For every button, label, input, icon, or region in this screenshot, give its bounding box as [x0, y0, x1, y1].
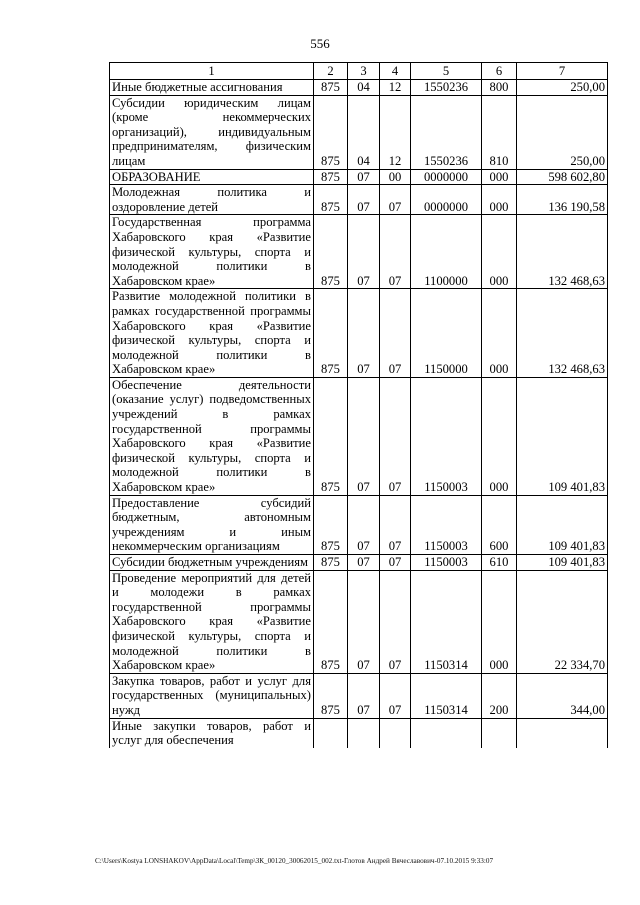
cell-section: 07 — [348, 673, 380, 718]
cell-target-article: 0000000 — [411, 169, 482, 185]
cell-target-article: 1150314 — [411, 570, 482, 673]
cell-amount: 132 468,63 — [517, 215, 608, 289]
table-body — [110, 80, 608, 748]
cell-amount: 344,00 — [517, 673, 608, 718]
cell-expense-type: 810 — [482, 95, 517, 169]
header-col-2: 2 — [314, 63, 348, 80]
cell-target-article: 1550236 — [411, 95, 482, 169]
table-row — [110, 495, 608, 554]
cell-name: ОБРАЗОВАНИЕ — [110, 169, 314, 185]
table-row — [110, 718, 608, 748]
cell-ministry: 875 — [314, 169, 348, 185]
cell-subsection: 07 — [380, 215, 411, 289]
cell-ministry: 875 — [314, 495, 348, 554]
cell-subsection: 07 — [380, 673, 411, 718]
cell-subsection: 12 — [380, 95, 411, 169]
cell-target-article: 1150003 — [411, 555, 482, 571]
cell-target-article: 1150003 — [411, 495, 482, 554]
budget-table — [109, 62, 608, 748]
cell-subsection: 07 — [380, 185, 411, 215]
cell-subsection: 07 — [380, 377, 411, 495]
cell-expense-type: 610 — [482, 555, 517, 571]
table-header-row — [110, 63, 608, 80]
cell-name: Иные закупки товаров, работ и услуг для обеспечения — [110, 718, 314, 748]
cell-amount — [517, 718, 608, 748]
cell-amount: 109 401,83 — [517, 377, 608, 495]
table-row — [110, 289, 608, 378]
cell-ministry: 875 — [314, 377, 348, 495]
cell-ministry: 875 — [314, 289, 348, 378]
cell-name: Иные бюджетные ассигнования — [110, 80, 314, 96]
cell-expense-type: 000 — [482, 289, 517, 378]
cell-subsection: 00 — [380, 169, 411, 185]
table-row — [110, 80, 608, 96]
cell-ministry: 875 — [314, 95, 348, 169]
cell-section: 07 — [348, 377, 380, 495]
cell-target-article: 1150314 — [411, 673, 482, 718]
table-row — [110, 673, 608, 718]
cell-target-article: 1150000 — [411, 289, 482, 378]
cell-section: 04 — [348, 80, 380, 96]
cell-section: 07 — [348, 185, 380, 215]
header-col-6: 6 — [482, 63, 517, 80]
cell-ministry: 875 — [314, 555, 348, 571]
cell-subsection: 07 — [380, 495, 411, 554]
cell-expense-type: 000 — [482, 185, 517, 215]
table-row — [110, 185, 608, 215]
cell-amount: 22 334,70 — [517, 570, 608, 673]
cell-name: Предоставление субсидий бюджетным, автономным учреждениям и иным некоммерческим организациям — [110, 495, 314, 554]
cell-expense-type: 800 — [482, 80, 517, 96]
cell-target-article: 1550236 — [411, 80, 482, 96]
table-row — [110, 570, 608, 673]
cell-subsection — [380, 718, 411, 748]
cell-name: Развитие молодежной политики в рамках государственной программы Хабаровского края «Развитие физической культуры, спорта и молодежной политики в Хабаровском крае» — [110, 289, 314, 378]
cell-ministry: 875 — [314, 185, 348, 215]
cell-section: 04 — [348, 95, 380, 169]
header-col-3: 3 — [348, 63, 380, 80]
cell-ministry — [314, 718, 348, 748]
cell-name: Закупка товаров, работ и услуг для государственных (муниципальных) нужд — [110, 673, 314, 718]
cell-target-article — [411, 718, 482, 748]
cell-subsection: 12 — [380, 80, 411, 96]
cell-section: 07 — [348, 169, 380, 185]
table-row — [110, 215, 608, 289]
cell-ministry: 875 — [314, 570, 348, 673]
cell-ministry: 875 — [314, 80, 348, 96]
cell-expense-type — [482, 718, 517, 748]
cell-target-article: 0000000 — [411, 185, 482, 215]
header-col-7: 7 — [517, 63, 608, 80]
cell-section: 07 — [348, 215, 380, 289]
cell-name: Государственная программа Хабаровского края «Развитие физической культуры, спорта и молодежной политики в Хабаровском крае» — [110, 215, 314, 289]
cell-section: 07 — [348, 495, 380, 554]
cell-subsection: 07 — [380, 289, 411, 378]
cell-amount: 132 468,63 — [517, 289, 608, 378]
cell-amount: 598 602,80 — [517, 169, 608, 185]
cell-subsection: 07 — [380, 570, 411, 673]
cell-ministry: 875 — [314, 215, 348, 289]
cell-target-article: 1100000 — [411, 215, 482, 289]
cell-name: Субсидии юридическим лицам (кроме некоммерческих организаций), индивидуальным предпринимателям, физическим лицам — [110, 95, 314, 169]
cell-section: 07 — [348, 289, 380, 378]
cell-ministry: 875 — [314, 673, 348, 718]
cell-expense-type: 600 — [482, 495, 517, 554]
cell-name: Субсидии бюджетным учреждениям — [110, 555, 314, 571]
cell-name: Обеспечение деятельности (оказание услуг) подведомственных учреждений в рамках государственной программы Хабаровского края «Развитие физической культуры, спорта и молодежной политики в Хабаровском крае» — [110, 377, 314, 495]
table-row — [110, 377, 608, 495]
cell-section: 07 — [348, 555, 380, 571]
page-number: 556 — [310, 36, 330, 51]
cell-amount: 250,00 — [517, 80, 608, 96]
file-path-footer: C:\Users\Kostya LONSHAKOV\AppData\Local\Temp\ЗК_00120_30062015_002.txt-Глотов Андрей Вячеславович-07.10.2015 9:33:07 — [95, 857, 494, 865]
cell-section: 07 — [348, 570, 380, 673]
cell-amount: 250,00 — [517, 95, 608, 169]
cell-amount: 109 401,83 — [517, 495, 608, 554]
cell-expense-type: 200 — [482, 673, 517, 718]
table-row — [110, 555, 608, 571]
cell-name: Проведение мероприятий для детей и молодежи в рамках государственной программы Хабаровского края «Развитие физической культуры, спорта и молодежной политики в Хабаровском крае» — [110, 570, 314, 673]
header-col-4: 4 — [380, 63, 411, 80]
cell-expense-type: 000 — [482, 377, 517, 495]
cell-section — [348, 718, 380, 748]
cell-expense-type: 000 — [482, 169, 517, 185]
table-row — [110, 95, 608, 169]
cell-name: Молодежная политика и оздоровление детей — [110, 185, 314, 215]
cell-subsection: 07 — [380, 555, 411, 571]
cell-amount: 136 190,58 — [517, 185, 608, 215]
cell-expense-type: 000 — [482, 570, 517, 673]
header-col-5: 5 — [411, 63, 482, 80]
header-col-1: 1 — [110, 63, 314, 80]
cell-expense-type: 000 — [482, 215, 517, 289]
cell-amount: 109 401,83 — [517, 555, 608, 571]
cell-target-article: 1150003 — [411, 377, 482, 495]
table-row — [110, 169, 608, 185]
